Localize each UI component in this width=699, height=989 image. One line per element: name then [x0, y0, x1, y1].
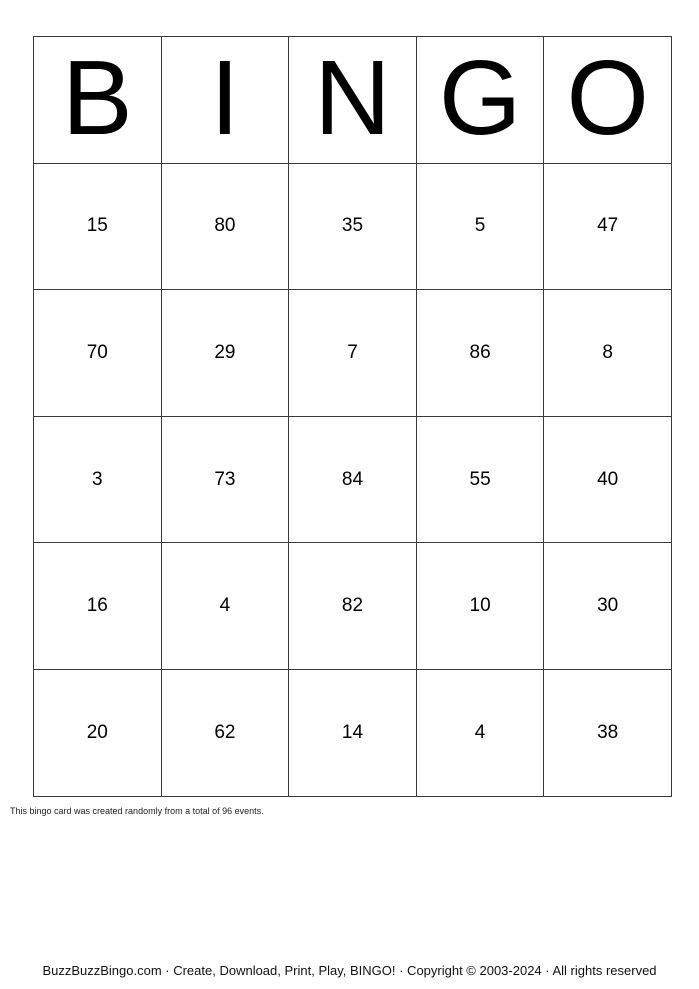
bingo-cell: 47	[544, 163, 672, 290]
bingo-cell: 35	[289, 163, 417, 290]
bingo-cell: 20	[34, 669, 162, 796]
bingo-row	[34, 669, 672, 796]
generation-note: This bingo card was created randomly from a total of 96 events.	[10, 806, 264, 816]
header-letter: B	[61, 38, 133, 157]
bingo-cell: 30	[544, 543, 672, 670]
bingo-cell: 16	[34, 543, 162, 670]
header-letter: I	[210, 38, 240, 157]
bingo-cell: 5	[416, 163, 544, 290]
header-cell-g	[416, 37, 544, 164]
bingo-cell: 80	[161, 163, 289, 290]
bingo-cell: 4	[161, 543, 289, 670]
bingo-row	[34, 416, 672, 543]
bingo-cell: 29	[161, 290, 289, 417]
bingo-cell: 55	[416, 416, 544, 543]
bingo-cell: 4	[416, 669, 544, 796]
bingo-cell: 10	[416, 543, 544, 670]
header-letter: G	[438, 38, 522, 157]
bingo-cell: 82	[289, 543, 417, 670]
header-cell-b	[34, 37, 162, 164]
bingo-cell: 84	[289, 416, 417, 543]
bingo-cell: 3	[34, 416, 162, 543]
bingo-row	[34, 290, 672, 417]
bingo-cell: 7	[289, 290, 417, 417]
bingo-cell: 62	[161, 669, 289, 796]
bingo-cell: 8	[544, 290, 672, 417]
header-letter: N	[314, 38, 391, 157]
bingo-card	[33, 36, 672, 797]
bingo-header-row	[34, 37, 672, 164]
bingo-row	[34, 543, 672, 670]
header-letter: O	[566, 38, 649, 157]
bingo-cell: 70	[34, 290, 162, 417]
bingo-row	[34, 163, 672, 290]
bingo-cell: 73	[161, 416, 289, 543]
header-cell-i	[161, 37, 289, 164]
header-cell-n	[289, 37, 417, 164]
bingo-cell: 38	[544, 669, 672, 796]
bingo-cell: 40	[544, 416, 672, 543]
header-cell-o	[544, 37, 672, 164]
bingo-cell: 86	[416, 290, 544, 417]
bingo-cell: 15	[34, 163, 162, 290]
footer-copyright: BuzzBuzzBingo.com · Create, Download, Print, Play, BINGO! · Copyright © 2003-2024 · All rights reserved	[42, 963, 657, 978]
bingo-cell: 14	[289, 669, 417, 796]
